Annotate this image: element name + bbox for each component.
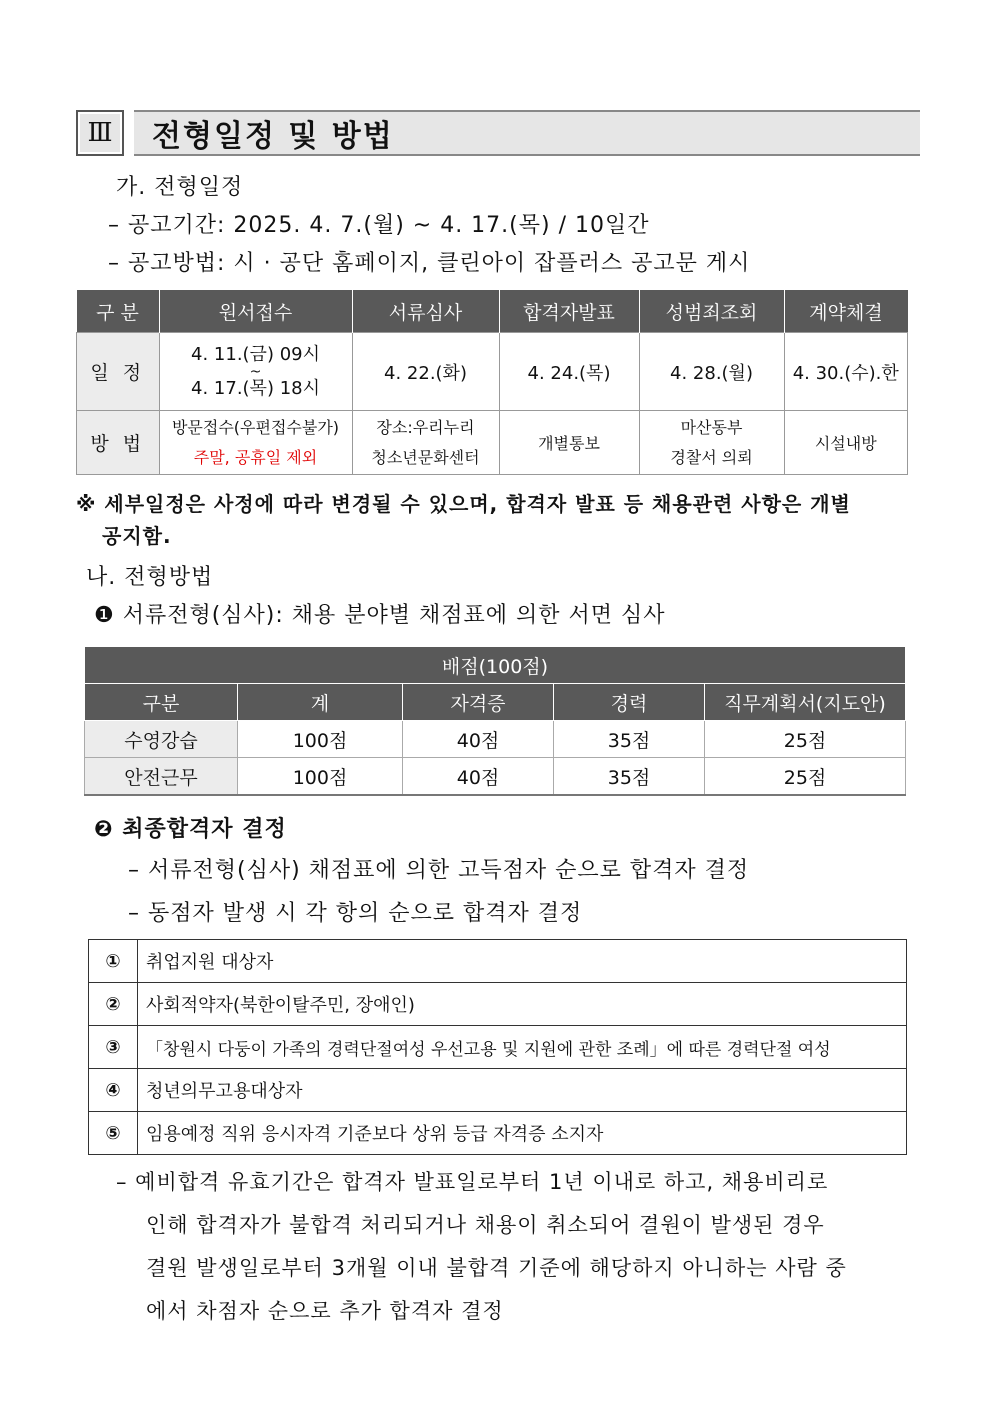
- table-cell: 안전근무: [85, 758, 238, 796]
- table-row: [89, 1112, 907, 1155]
- reserve-line: 에서 차점자 순으로 추가 합격자 결정: [146, 1299, 504, 1323]
- priority-number: ②: [89, 983, 138, 1026]
- reserve-line: – 예비합격 유효기간은 합격자 발표일로부터 1년 이내로 하고, 채용비리로: [116, 1170, 829, 1194]
- table-cell: 시설내방: [784, 411, 908, 475]
- score-table-title: 배점(100점): [85, 647, 906, 684]
- table-row: [89, 940, 907, 983]
- score-table: [84, 646, 906, 796]
- col-header: 계약체결: [784, 290, 908, 333]
- col-header: 직무계획서(지도안): [705, 684, 906, 721]
- announce-period: – 공고기간: 2025. 4. 7.(월) ~ 4. 17.(목) / 10일간: [108, 213, 650, 238]
- announce-method: – 공고방법: 시 · 공단 홈페이지, 클린아이 잡플러스 공고문 게시: [108, 251, 751, 276]
- reserve-line: 인해 합격자가 불합격 처리되거나 채용이 취소되어 결원이 발생된 경우: [146, 1213, 825, 1237]
- col-header: 계: [238, 684, 403, 721]
- schedule-note: ※ 세부일정은 사정에 따라 변경될 수 있으며, 합격자 발표 등 채용관련 사항은 개별: [76, 492, 851, 516]
- table-cell: 35점: [554, 721, 705, 758]
- col-header: 원서접수: [159, 290, 352, 333]
- table-cell: 100점: [238, 721, 403, 758]
- table-cell: 4. 30.(수).한: [784, 333, 908, 411]
- reserve-line: 결원 발생일로부터 3개월 이내 불합격 기준에 해당하지 아니하는 사람 중: [146, 1256, 847, 1280]
- final-decision-heading: ❷ 최종합격자 결정: [94, 817, 287, 842]
- col-header: 경력: [554, 684, 705, 721]
- table-row: [89, 1069, 907, 1112]
- priority-text: 취업지원 대상자: [138, 940, 907, 983]
- priority-table: [88, 939, 907, 1155]
- table-cell: 25점: [705, 721, 906, 758]
- row-label: 방 법: [77, 411, 160, 475]
- schedule-heading: 가. 전형일정: [116, 175, 244, 200]
- col-header: 서류심사: [352, 290, 499, 333]
- col-header: 자격증: [403, 684, 554, 721]
- document-screening: ❶ 서류전형(심사): 채용 분야별 채점표에 의한 서면 심사: [94, 603, 666, 628]
- table-cell: 방문접수(우편접수불가) 주말, 공휴일 제외: [159, 411, 352, 475]
- table-cell: 100점: [238, 758, 403, 796]
- table-row: [85, 721, 906, 758]
- table-cell: 4. 11.(금) 09시 ~ 4. 17.(목) 18시: [159, 333, 352, 411]
- table-cell: 35점: [554, 758, 705, 796]
- priority-text: 「창원시 다둥이 가족의 경력단절여성 우선고용 및 지원에 관한 조례」에 따른 경력단절 여성: [138, 1026, 907, 1069]
- schedule-note-cont: 공지함.: [102, 524, 172, 548]
- method-heading: 나. 전형방법: [86, 565, 214, 590]
- priority-number: ①: [89, 940, 138, 983]
- priority-text: 사회적약자(북한이탈주민, 장애인): [138, 983, 907, 1026]
- decision-line: – 동점자 발생 시 각 항의 순으로 합격자 결정: [128, 901, 583, 926]
- table-cell: 4. 22.(화): [352, 333, 499, 411]
- col-header: 구 분: [77, 290, 160, 333]
- table-cell: 장소:우리누리 청소년문화센터: [352, 411, 499, 475]
- table-cell: 25점: [705, 758, 906, 796]
- table-cell: 40점: [403, 758, 554, 796]
- col-header: 구분: [85, 684, 238, 721]
- table-cell: 개별통보: [499, 411, 639, 475]
- priority-text: 청년의무고용대상자: [138, 1069, 907, 1112]
- schedule-table: [76, 290, 908, 475]
- table-row: [85, 758, 906, 796]
- col-header: 성범죄조회: [639, 290, 784, 333]
- table-cell: 수영강습: [85, 721, 238, 758]
- col-header: 합격자발표: [499, 290, 639, 333]
- priority-number: ⑤: [89, 1112, 138, 1155]
- table-cell: 4. 28.(월): [639, 333, 784, 411]
- section-title: 전형일정 및 방법: [134, 110, 920, 156]
- priority-number: ③: [89, 1026, 138, 1069]
- table-cell: 마산동부 경찰서 의뢰: [639, 411, 784, 475]
- table-cell: 4. 24.(목): [499, 333, 639, 411]
- table-cell: 40점: [403, 721, 554, 758]
- priority-text: 임용예정 직위 응시자격 기준보다 상위 등급 자격증 소지자: [138, 1112, 907, 1155]
- section-number: Ⅲ: [76, 110, 124, 156]
- table-row: [89, 1026, 907, 1069]
- row-label: 일 정: [77, 333, 160, 411]
- table-row: [89, 983, 907, 1026]
- decision-line: – 서류전형(심사) 채점표에 의한 고득점자 순으로 합격자 결정: [128, 858, 750, 883]
- priority-number: ④: [89, 1069, 138, 1112]
